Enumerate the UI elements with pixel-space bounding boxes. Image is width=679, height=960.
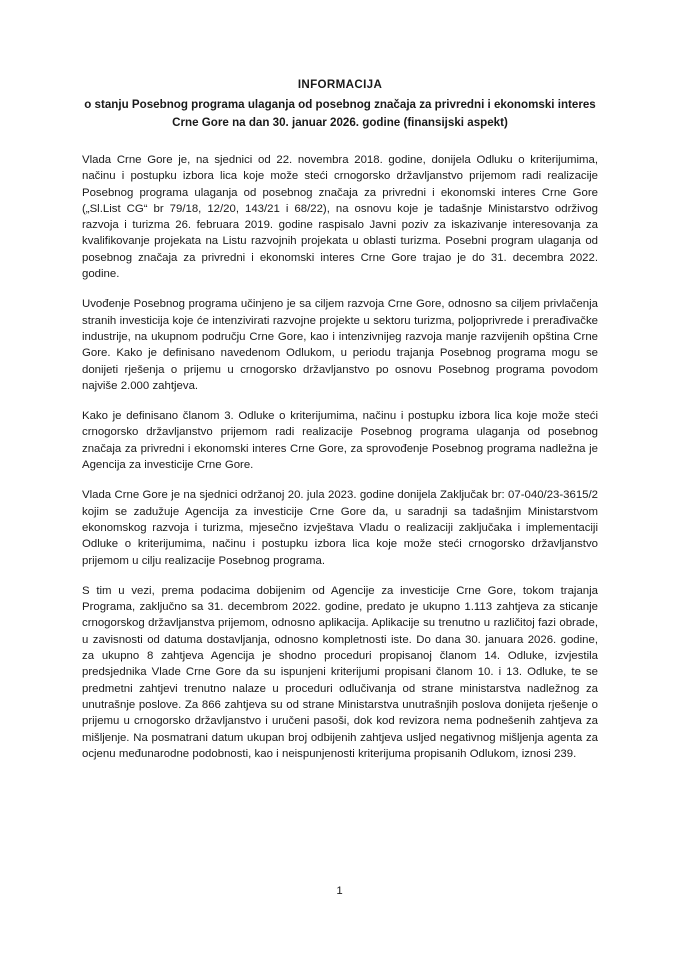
paragraph: Vlada Crne Gore je, na sjednici od 22. novembra 2018. godine, donijela Odluku o kriterijumima, načinu i postupku izbora lica koje može steći crnogorsko državljanstvo prijemom radi realizacije Posebnog programa ulaganja od posebnog značaja za privredni i ekonomski interes Crne Gore („Sl.List CG“ br 79/18, 12/20, 143/21 i 68/22), na osnovu koje je tadašnje Ministarstvo održivog razvoja i turizma 26. februara 2019. godine raspisalo Javni poziv za iskazivanje interesovanja za kvalifikovanje projekata na Listu razvojnih projekata u oblasti turizma. Posebni program ulaganja od posebnog značaja za privredni i ekonomski interes Crne Gore trajao je do 31. decembra 2022. godine.: [82, 154, 598, 281]
page-number: 1: [336, 885, 343, 897]
paragraph: Kako je definisano članom 3. Odluke o kriterijumima, načinu i postupku izbora lica koje može steći crnogorsko državljanstvo prijemom radi realizacije Posebnog programa ulaganja od posebnog značaja za privredni i ekonomski interes Crne Gore, za sprovođenje Posebnog programa nadležna je Agencija za investicije Crne Gore.: [82, 410, 598, 472]
paragraph: S tim u vezi, prema podacima dobijenim od Agencije za investicije Crne Gore, tokom trajanja Programa, zaključno sa 31. decembrom 2022. godine, predato je ukupno 1.113 zahtjeva za sticanje crnogorskog državljanstva prijemom, odnosno aplikacija. Aplikacije su trenutno u različitoj fazi obrade, u zavisnosti od datuma dostavljanja, odnosno kompletnosti iste. Do dana 30. januara 2026. godine, za ukupno 8 zahtjeva Agencija je shodno proceduri propisanoj članom 14. Odluke, izvjestila predsjednika Vlade Crne Gore da su ispunjeni kriterijumi propisani članom 10. i 13. Odluke, te se predmetni zahtjevi trenutno nalaze u proceduri odlučivanja od strane ministarstva nadležnog za unutrašnje poslove. Za 866 zahtjeva su od strane Ministarstva unutrašnjih poslova donijeta rješenje o prijemu u crnogorsko državljanstvo i uručeni pasoši, dok kod revizora nema podnešenih zahtjeva za mišljenje. Na posmatrani datum ukupan broj odbijenih zahtjeva usljed negativnog mišljenja agenta za ocjenu međunarodne podobnosti, kao i neispunjenosti kriterijuma propisanih Odlukom, iznosi 239.: [82, 584, 598, 760]
paragraph: Uvođenje Posebnog programa učinjeno je sa ciljem razvoja Crne Gore, odnosno sa ciljem privlačenja stranih investicija koje će intenzivirati razvojne projekte u sektoru turizma, poljoprivrede i prerađivačke industrije, na ukupnom području Crne Gore, kao i intenzivnijeg razvoja manje razvijenih opština Crne Gore. Kako je definisano navedenom Odlukom, u periodu trajanja Posebnog programa mogu se donijeti rješenja o prijemu u crnogorsko državljanstvo po osnovu Posebnog programa povodom najviše 2.000 zahtjeva.: [82, 298, 598, 392]
document-body: [82, 152, 598, 762]
page-subtitle: o stanju Posebnog programa ulaganja od posebnog značaja za privredni i ekonomski interes Crne Gore na dan 30. januar 2026. godine (finansijski aspekt): [84, 98, 596, 129]
document-content: [82, 76, 598, 762]
paragraph: Vlada Crne Gore je na sjednici održanoj 20. jula 2023. godine donijela Zaključak br: 07-040/23-3615/2 kojim se zadužuje Agencija za investicije Crne Gore da, u saradnji sa tadašnjim Ministarstvom ekonomskog razvoja i turizma, mjesečno izvještava Vladu o realizaciji zaključaka i implementaciji Odluke o kriterijumima, načinu i postupku izbora lica koje može steći crnogorsko državljanstvo prijemom u cilju realizacije Posebnog programa.: [82, 489, 598, 567]
page-title: INFORMACIJA: [297, 78, 383, 91]
